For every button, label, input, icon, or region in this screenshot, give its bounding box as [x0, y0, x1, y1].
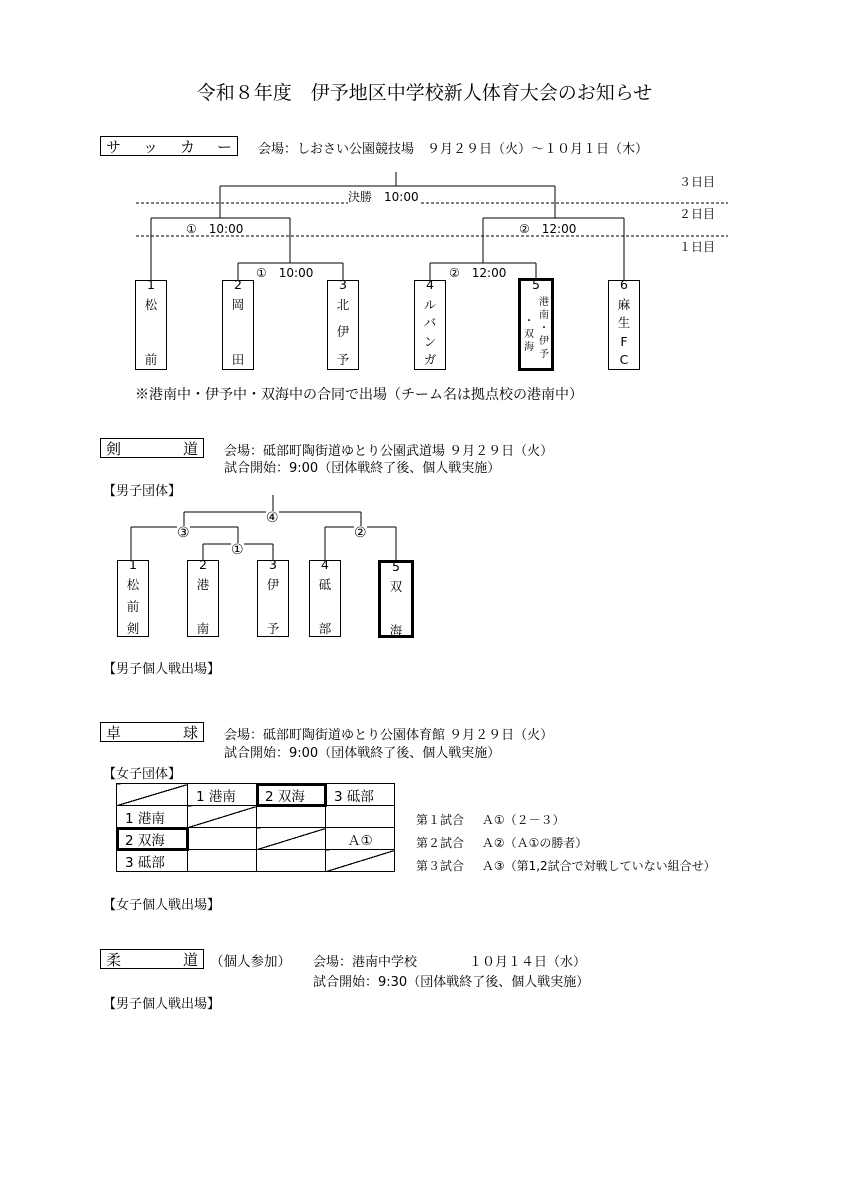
table-cell: [326, 806, 395, 828]
judo-section-label: 柔 道: [100, 949, 204, 969]
soccer-semi2-label: ② 12:00: [519, 222, 577, 236]
tabletennis-section-label: 卓 球: [100, 722, 204, 742]
kendo-team-iyo: 3 伊 予: [257, 560, 289, 637]
page-title: 令和８年度 伊予地区中学校新人体育大会のお知らせ: [196, 82, 653, 104]
soccer-day1-label: １日目: [679, 240, 716, 254]
kendo-team-matsumae: 1 松 前 剣: [117, 560, 149, 637]
soccer-team-rubanga: 4 ル バ ン ガ: [414, 280, 446, 370]
soccer-venue: 会場：しおさい公園競技場 ９月２９日（火）～１０月１日（木）: [258, 142, 649, 157]
kendo-final-mark: ④: [266, 510, 279, 526]
tabletennis-schedule-1: 第１試合 Ａ①（２－３）: [416, 813, 565, 827]
judo-participation-note: （個人参加）: [210, 954, 291, 970]
soccer-team-matsumae: 1 松 前: [135, 280, 167, 370]
table-cell: [188, 850, 257, 872]
table-cell: [326, 850, 395, 872]
kendo-team-tobe: 4 砥 部: [309, 560, 341, 637]
col-header-konan: 1 港南: [188, 784, 257, 806]
tabletennis-league-table: [116, 783, 395, 872]
table-cell: [257, 828, 326, 850]
table-cell: [188, 828, 257, 850]
kendo-venue: 会場：砥部町陶街道ゆとり公園武道場 ９月２９日（火）: [224, 444, 554, 459]
soccer-day3-label: ３日目: [679, 175, 716, 189]
table-cell: [257, 850, 326, 872]
table-cell-match-a1: Ａ①: [326, 828, 395, 850]
kendo-section-label: 剣 道: [100, 438, 204, 458]
tabletennis-schedule-3: 第３試合 Ａ③（第1,2試合で対戦していない組合せ）: [416, 859, 716, 873]
col-header-tobe: 3 砥部: [326, 784, 395, 806]
soccer-team-kitaiyo: 3 北 伊 予: [327, 280, 359, 370]
soccer-day2-label: ２日目: [679, 207, 716, 221]
tabletennis-individual-header: 【女子個人戦出場】: [103, 898, 221, 913]
soccer-final-label: 決勝 10:00: [348, 190, 419, 204]
judo-venue: 会場：港南中学校 １０月１４日（水）: [313, 955, 587, 970]
row-header-tobe: 3 砥部: [117, 850, 188, 872]
judo-individual-header: 【男子個人戦出場】: [103, 997, 221, 1012]
judo-start-time: 試合開始：9:30（団体戦終了後、個人戦実施）: [313, 975, 590, 990]
col-header-futami: 2 双海: [257, 784, 326, 806]
tabletennis-venue: 会場：砥部町陶街道ゆとり公園体育館 ９月２９日（火）: [224, 728, 554, 743]
kendo-match1-mark: ①: [231, 542, 244, 558]
tabletennis-start-time: 試合開始：9:00（団体戦終了後、個人戦実施）: [224, 746, 501, 761]
table-cell: [188, 806, 257, 828]
soccer-team-aso-fc: 6 麻 生 F C: [608, 280, 640, 370]
kendo-team-konan: 2 港 南: [187, 560, 219, 637]
table-cell: [257, 806, 326, 828]
kendo-team-header: 【男子団体】: [103, 484, 182, 499]
kendo-semi1-mark: ③: [177, 525, 190, 541]
soccer-match2-label: ② 12:00: [449, 266, 507, 280]
tabletennis-team-header: 【女子団体】: [103, 767, 182, 782]
kendo-team-futami: 5 双 海: [378, 560, 414, 638]
soccer-section-label: サ ッ カ ー: [100, 136, 238, 156]
kendo-semi2-mark: ②: [354, 525, 367, 541]
soccer-semi1-label: ① 10:00: [186, 222, 244, 236]
table-corner: [117, 784, 188, 806]
soccer-match1-label: ① 10:00: [256, 266, 314, 280]
row-header-futami: 2 双海: [117, 828, 188, 850]
tabletennis-schedule-2: 第２試合 Ａ②（Ａ①の勝者）: [416, 836, 588, 850]
kendo-start-time: 試合開始：9:00（団体戦終了後、個人戦実施）: [224, 461, 501, 476]
soccer-joint-team-note: ※港南中・伊予中・双海中の合同で出場（チーム名は拠点校の港南中）: [135, 387, 583, 403]
soccer-team-okada: 2 岡 田: [222, 280, 254, 370]
soccer-team-konan-joint: 5 ・ 双 海 港 南 ・ 伊 予: [518, 278, 554, 371]
kendo-individual-header: 【男子個人戦出場】: [103, 662, 221, 677]
row-header-konan: 1 港南: [117, 806, 188, 828]
